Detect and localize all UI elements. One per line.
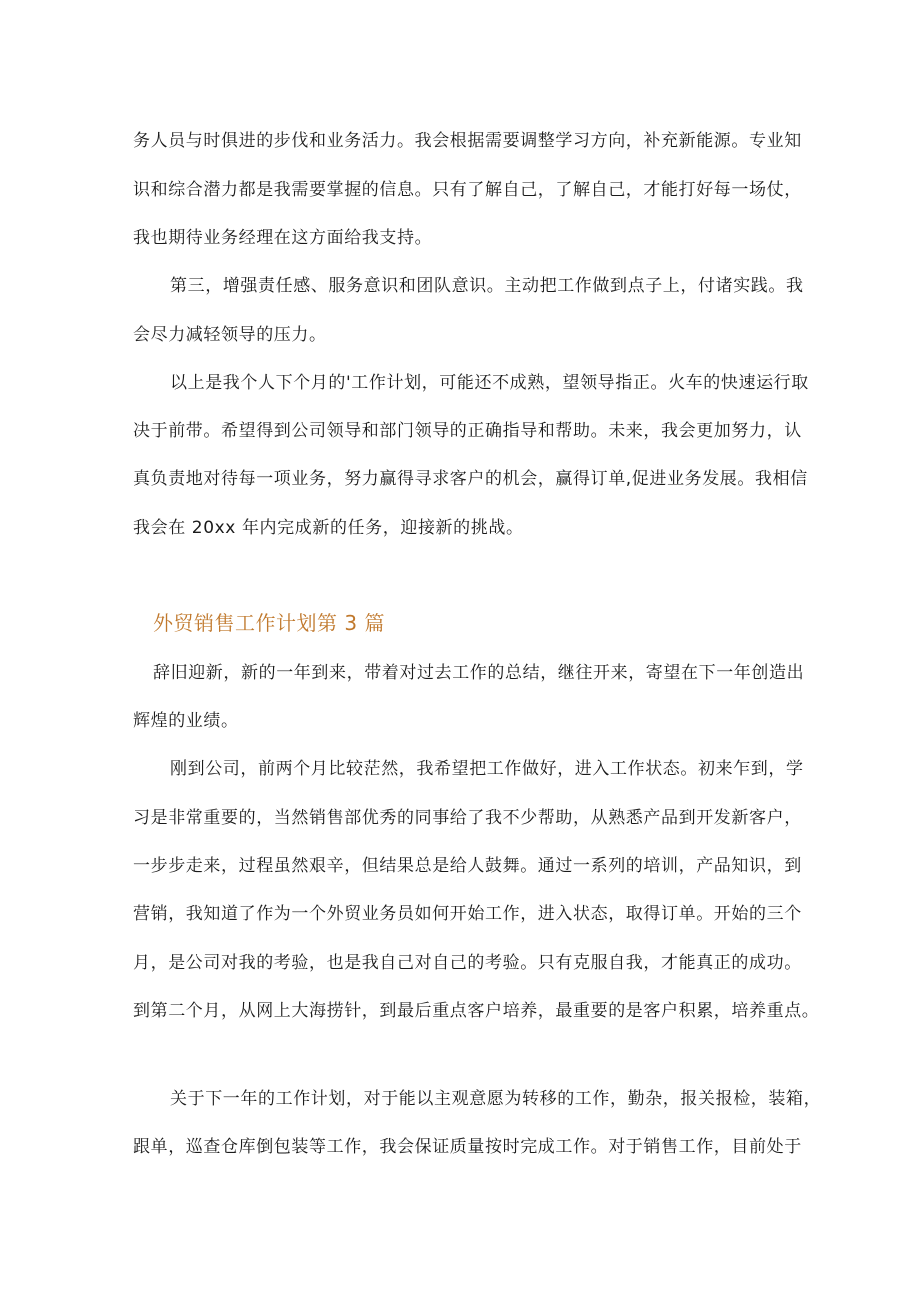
- text-line: 辞旧迎新，新的一年到来，带着对过去工作的总结，继往开来，寄望在下一年创造出: [153, 663, 805, 683]
- text-line: 到第二个月，从网上大海捞针，到最后重点客户培养，最重要的是客户积累，培养重点。: [133, 1001, 820, 1021]
- text-line: 月，是公司对我的考验，也是我自己对自己的考验。只有克服自我，才能真正的成功。: [133, 953, 802, 973]
- text-line: 跟单，巡查仓库倒包装等工作，我会保证质量按时完成工作。对于销售工作，目前处于: [133, 1137, 802, 1157]
- text-line: 识和综合潜力都是我需要掌握的信息。只有了解自己，了解自己，才能打好每一场仗，: [133, 180, 802, 200]
- text-line: 会尽力减轻领导的压力。: [133, 325, 327, 345]
- text-line: 真负责地对待每一项业务，努力赢得寻求客户的机会，赢得订单,促进业务发展。我相信: [133, 469, 808, 489]
- text-line: 一步步走来，过程虽然艰辛，但结果总是给人鼓舞。通过一系列的培训，产品知识，到: [133, 856, 802, 876]
- text-line: 我会在 20xx 年内完成新的任务，迎接新的挑战。: [133, 518, 524, 538]
- text-line: 关于下一年的工作计划，对于能以主观意愿为转移的工作，勤杂，报关报检，装箱，: [170, 1089, 822, 1109]
- text-line: 第三，增强责任感、服务意识和团队意识。主动把工作做到点子上，付诸实践。我: [170, 276, 804, 296]
- text-line: 辉煌的业绩。: [133, 711, 239, 731]
- text-line: 务人员与时俱进的步伐和业务活力。我会根据需要调整学习方向，补充新能源。专业知: [133, 131, 802, 151]
- text-line: 决于前带。希望得到公司领导和部门领导的正确指导和帮助。未来，我会更加努力，认: [133, 421, 802, 441]
- text-line: 营销，我知道了作为一个外贸业务员如何开始工作，进入状态，取得订单。开始的三个: [133, 904, 802, 924]
- text-line: 刚到公司，前两个月比较茫然，我希望把工作做好，进入工作状态。初来乍到，学: [170, 759, 804, 779]
- text-line: 习是非常重要的，当然销售部优秀的同事给了我不少帮助，从熟悉产品到开发新客户，: [133, 808, 802, 828]
- section-heading: 外贸销售工作计划第 3 篇: [153, 611, 385, 635]
- text-line: 我也期待业务经理在这方面给我支持。: [133, 228, 433, 248]
- text-line: 以上是我个人下个月的'工作计划，可能还不成熟，望领导指正。火车的快速运行取: [170, 373, 809, 393]
